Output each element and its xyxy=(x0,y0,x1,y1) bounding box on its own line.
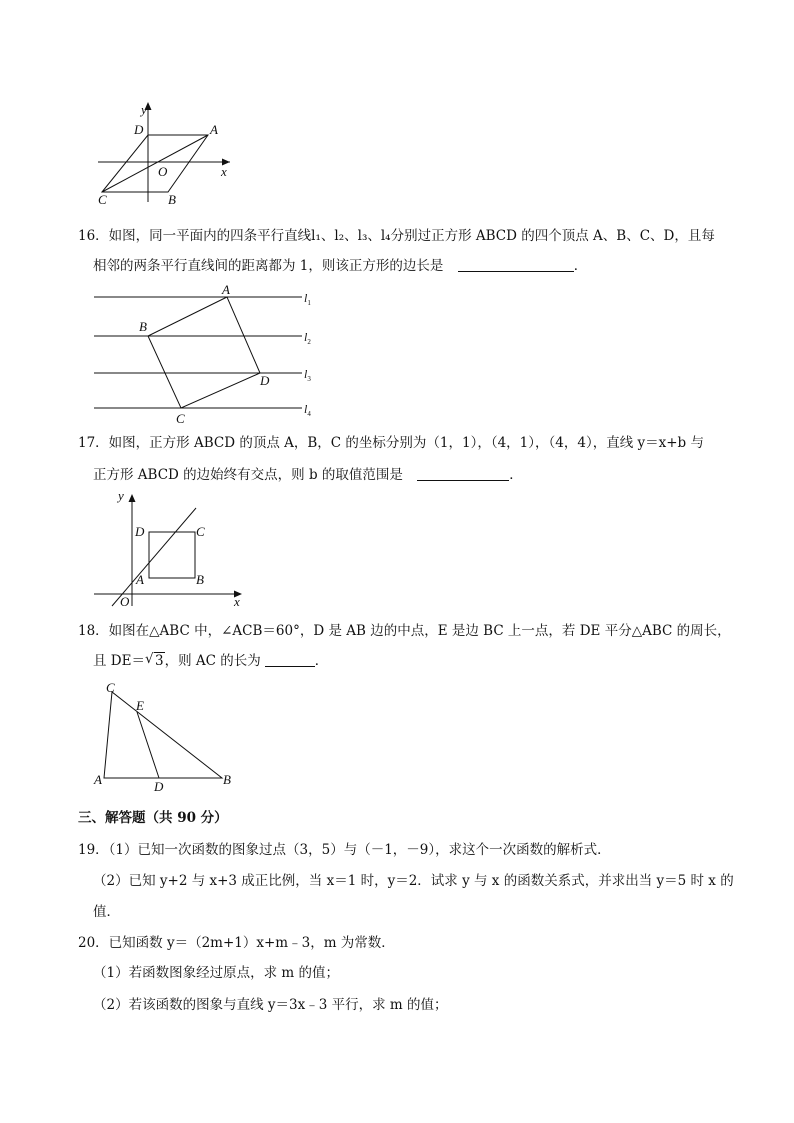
label-E: E xyxy=(136,698,144,713)
label-D: D xyxy=(134,122,144,137)
figure-q16-square-lines xyxy=(94,284,334,430)
q18-end: ． xyxy=(314,653,329,669)
label-A: A xyxy=(222,282,230,297)
q16-answer-blank[interactable] xyxy=(458,257,574,272)
q18-text-a: 且 DE＝ xyxy=(93,653,145,669)
label-B: B xyxy=(168,192,176,207)
label-B: B xyxy=(223,772,231,787)
figure-q18-triangle xyxy=(92,680,242,794)
label-l3: $l_3$ xyxy=(304,367,311,383)
label-A: A xyxy=(210,122,218,137)
q18-text-b: ，则 AC 的长为 xyxy=(164,653,261,669)
q20-line3: （2）若该函数的图象与直线 y＝3x﹣3 平行，求 m 的值； xyxy=(93,997,448,1013)
q19-line1: 19．（1）已知一次函数的图象过点（3，5）与（－1，－9），求这个一次函数的解析式． xyxy=(78,842,611,858)
q19-line2: （2）已知 y+2 与 x+3 成正比例，当 x＝1 时，y＝2．试求 y 与 x 的函数关系式，并求出当 y＝5 时 x 的 xyxy=(93,873,734,889)
label-O: O xyxy=(120,594,130,609)
label-l4: $l_4$ xyxy=(304,402,311,418)
sqrt-expression: √ 3 xyxy=(144,651,164,669)
q18-line1: 18．如图在△ABC 中，∠ACB＝60°，D 是 AB 边的中点，E 是边 BC 上一点，若 DE 平分△ABC 的周长， xyxy=(78,623,731,639)
label-y: y xyxy=(141,102,147,117)
label-y: y xyxy=(118,488,124,503)
label-C: C xyxy=(98,192,107,207)
label-A: A xyxy=(136,572,144,587)
q17-answer-blank[interactable] xyxy=(417,466,509,481)
section-title: 三、解答题（共 90 分） xyxy=(78,810,228,826)
label-B: B xyxy=(139,319,147,334)
label-D: D xyxy=(260,373,270,388)
q16-end: ． xyxy=(573,258,588,274)
q20-line1: 20．已知函数 y＝（2m+1）x+m﹣3，m 为常数． xyxy=(78,935,395,951)
figure-q15-parallelogram xyxy=(94,98,244,208)
label-x: x xyxy=(221,164,227,179)
q17-end: ． xyxy=(509,467,523,483)
q17-text: 正方形 ABCD 的边始终有交点，则 b 的取值范围是 xyxy=(93,467,403,483)
label-B: B xyxy=(196,572,204,587)
figure-q17-square-coordinate xyxy=(92,488,252,610)
q17-line2 xyxy=(93,465,733,485)
label-x: x xyxy=(234,594,240,609)
label-C: C xyxy=(176,411,185,426)
label-D: D xyxy=(154,779,164,794)
q16-text: 相邻的两条平行直线间的距离都为 1，则该正方形的边长是 xyxy=(93,258,444,274)
label-l1: $l_1$ xyxy=(304,291,311,307)
label-C: C xyxy=(106,680,115,695)
q18-line2 xyxy=(93,651,733,671)
q20-line2: （1）若函数图象经过原点，求 m 的值； xyxy=(93,965,339,981)
label-O: O xyxy=(158,164,168,179)
q17-line1: 17．如图，正方形 ABCD 的顶点 A，B，C 的坐标分别为（1，1），（4，1），（4，4），直线 y＝x+b 与 xyxy=(78,435,704,451)
q19-line3: 值． xyxy=(93,904,120,920)
label-D: D xyxy=(135,524,145,539)
label-C: C xyxy=(196,524,205,539)
q18-answer-blank[interactable] xyxy=(265,652,315,667)
label-l2: $l_2$ xyxy=(304,330,311,346)
q16-line2 xyxy=(93,256,733,276)
radicand: 3 xyxy=(154,653,164,669)
label-A: A xyxy=(94,772,102,787)
q16-line1: 16．如图，同一平面内的四条平行直线l₁、l₂、l₃、l₄分别过正方形 ABCD 的四个顶点 A、B、C、D，且每 xyxy=(78,228,715,244)
